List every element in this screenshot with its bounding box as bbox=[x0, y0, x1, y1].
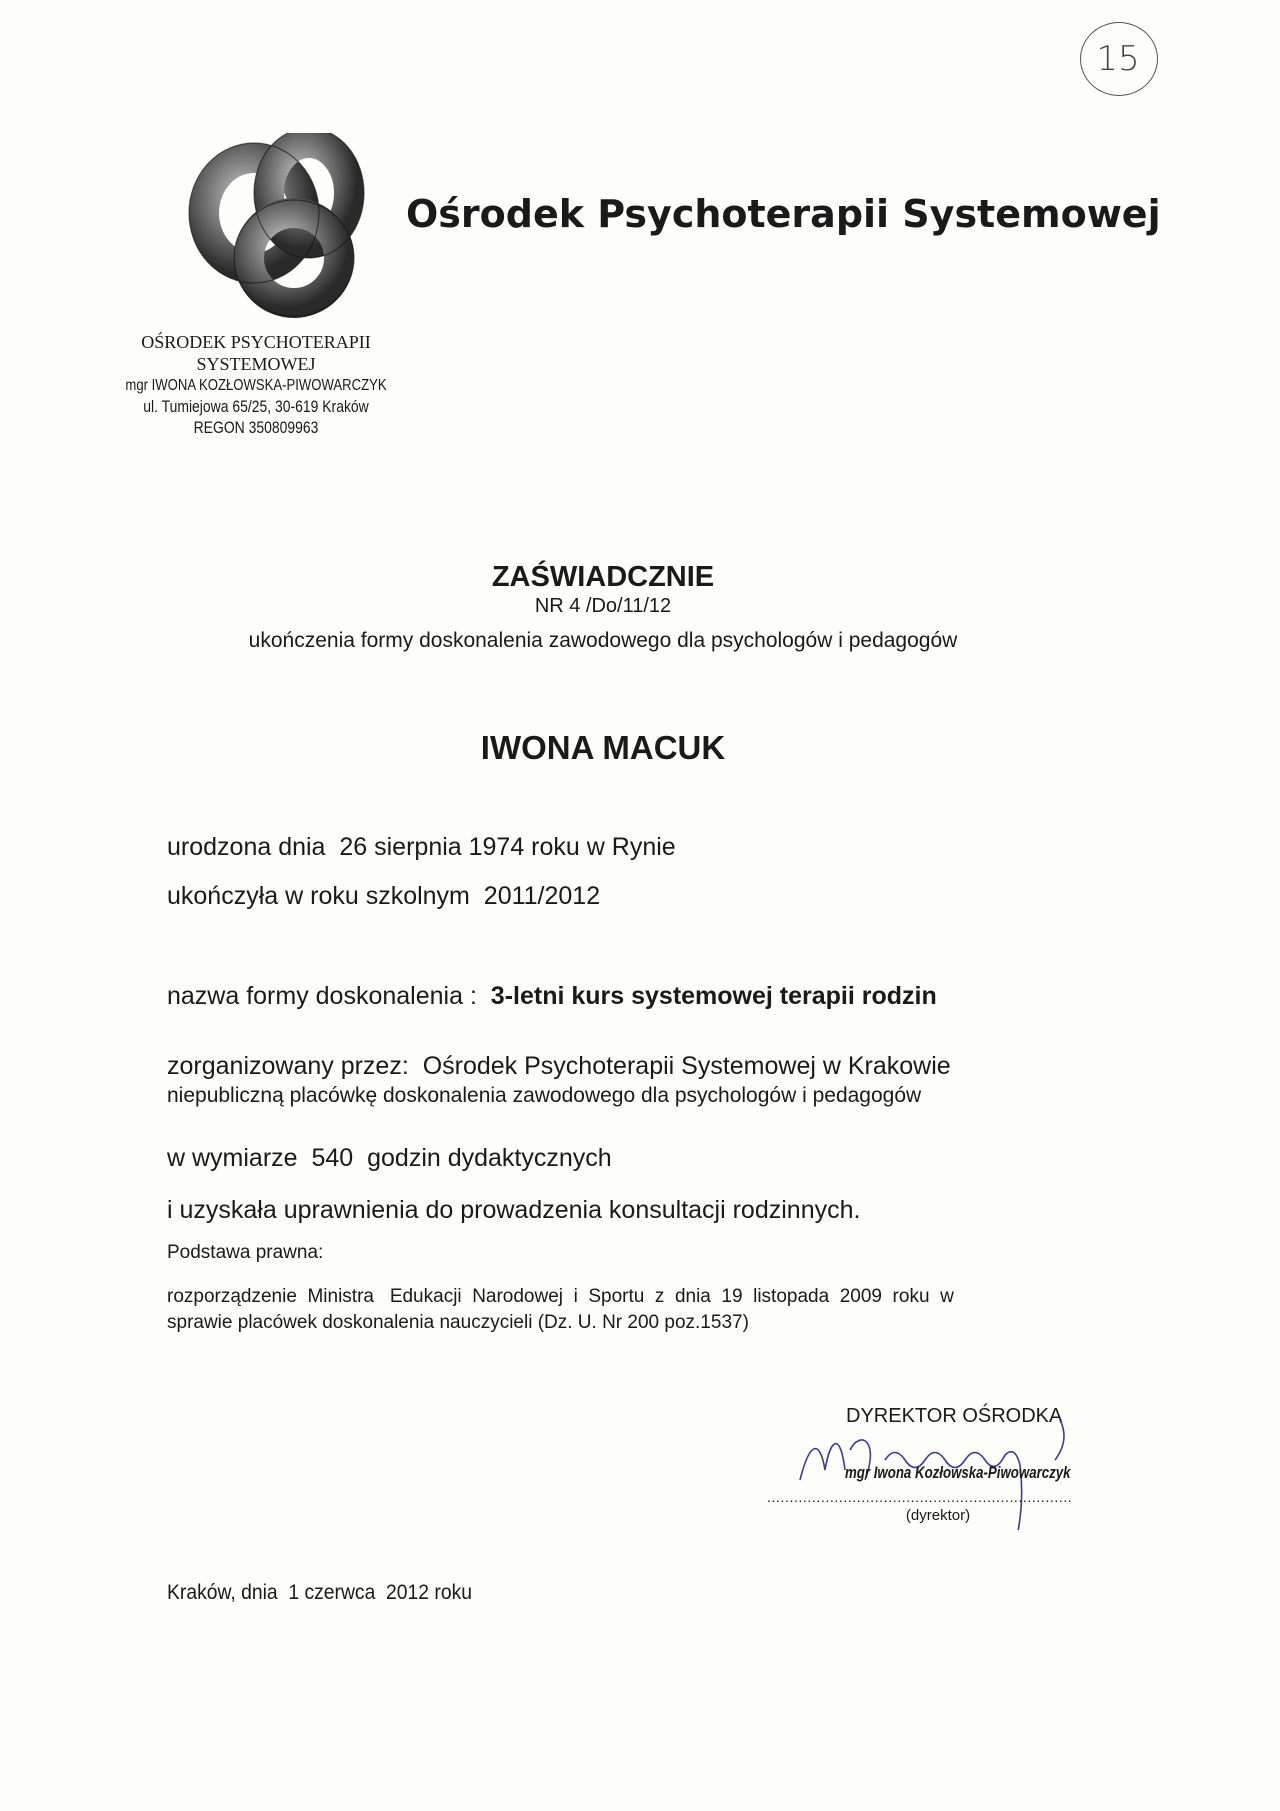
born-line bbox=[167, 835, 676, 860]
completed-value: 2011/2012 bbox=[483, 882, 601, 910]
header-title: Ośrodek Psychoterapii Systemowej bbox=[406, 192, 1161, 236]
legal-line-2: sprawie placówek doskonalenia nauczycieli (Dz. U. Nr 200 poz.1537) bbox=[167, 1312, 749, 1333]
signature-caption: (dyrektor) bbox=[905, 1507, 971, 1524]
form-value: 3-letni kurs systemowej terapii rodzin bbox=[490, 982, 937, 1010]
organized-line bbox=[167, 1054, 951, 1079]
form-line bbox=[167, 984, 937, 1009]
stamp-line-3: mgr IWONA KOZŁOWSKA-PIWOWARCZYK bbox=[125, 377, 387, 394]
stamp-line-4: ul. Tumiejowa 65/25, 30-619 Kraków bbox=[143, 397, 369, 416]
certificate-number: NR 4 /Do/11/12 bbox=[534, 595, 672, 617]
stamp-line-2: SYSTEMOWEJ bbox=[196, 354, 316, 374]
legal-line-1: rozporządzenie Ministra Edukacji Narodowej i Sportu z dnia 19 listopada 2009 roku w bbox=[167, 1286, 954, 1307]
recipient-name: IWONA MACUK bbox=[480, 729, 726, 766]
hours-value: 540 bbox=[311, 1144, 354, 1172]
certificate-title: ZAŚWIADCZNIE bbox=[491, 561, 715, 593]
born-label: urodzona dnia bbox=[167, 833, 326, 861]
stamp-line-1: OŚRODEK PSYCHOTERAPII bbox=[141, 332, 371, 352]
born-value: 26 sierpnia 1974 roku w Rynie bbox=[339, 833, 676, 861]
trefoil-knot-icon bbox=[184, 133, 370, 319]
place-date: Kraków, dnia 1 czerwca 2012 roku bbox=[167, 1581, 472, 1604]
hours-line bbox=[167, 1146, 612, 1171]
hours-label: w wymiarze bbox=[167, 1144, 298, 1172]
organized-label: zorganizowany przez: bbox=[167, 1052, 409, 1080]
rights-line: i uzyskała uprawnienia do prowadzenia konsultacji rodzinnych. bbox=[167, 1196, 861, 1224]
completed-label: ukończyła w roku szkolnym bbox=[167, 882, 470, 910]
hours-suffix: godzin dydaktycznych bbox=[367, 1144, 612, 1172]
page-number: 15 bbox=[1096, 39, 1140, 79]
signature-role: DYREKTOR OŚRODKA bbox=[846, 1405, 1063, 1427]
stamp-line-5: REGON 350809963 bbox=[193, 418, 319, 437]
organizer-description: niepubliczną placówkę doskonalenia zawodowego dla psychologów i pedagogów bbox=[167, 1084, 922, 1107]
completed-line bbox=[167, 884, 600, 909]
organized-value: Ośrodek Psychoterapii Systemowej w Krakowie bbox=[422, 1052, 951, 1080]
legal-label: Podstawa prawna: bbox=[167, 1242, 324, 1263]
form-label: nazwa formy doskonalenia : bbox=[167, 982, 477, 1010]
certificate-subtitle: ukończenia formy doskonalenia zawodowego dla psychologów i pedagogów bbox=[248, 629, 958, 652]
signature-dots: .................................................................... bbox=[767, 1489, 1073, 1505]
signature-name: mgr Iwona Kozłowska-Piwowarczyk bbox=[845, 1463, 1071, 1482]
